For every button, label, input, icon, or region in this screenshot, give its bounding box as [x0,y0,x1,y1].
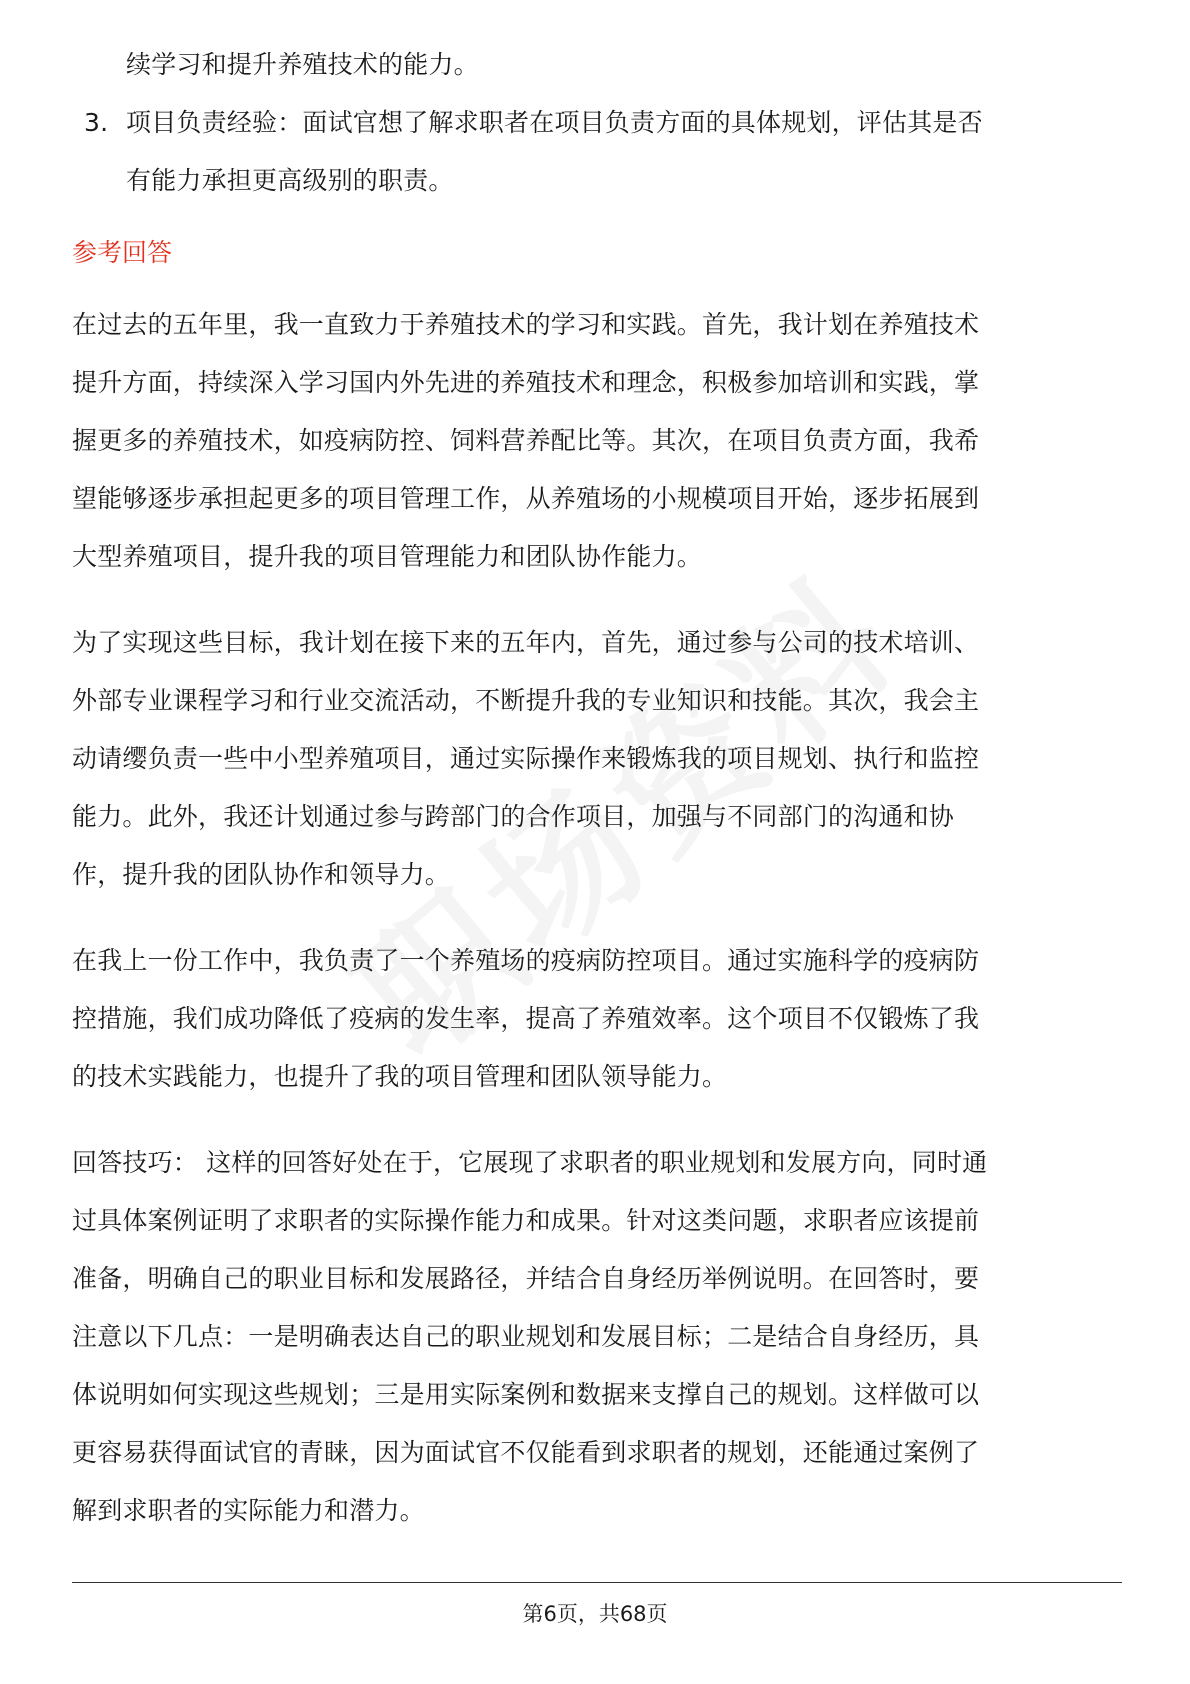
paragraph-line: 为了实现这些目标，我计划在接下来的五年内，首先，通过参与公司的技术培训、 [72,628,980,657]
paragraph-3 [72,932,1122,1106]
paragraph-line: 体说明如何实现这些规划；三是用实际案例和数据来支撑自己的规划。这样做可以 [72,1380,980,1409]
paragraph-line: 准备，明确自己的职业目标和发展路径，并结合自身经历举例说明。在回答时，要 [72,1264,980,1293]
paragraph-line: 在我上一份工作中，我负责了一个养殖场的疫病防控项目。通过实施科学的疫病防 [72,946,980,975]
footer-divider [72,1582,1122,1583]
paragraph-line: 过具体案例证明了求职者的实际操作能力和成果。针对这类问题，求职者应该提前 [72,1206,980,1235]
page-number-footer: 第6页，共68页 [522,1602,668,1626]
section-heading: 参考回答 [72,238,173,267]
paragraph-line: 作，提升我的团队协作和领导力。 [72,860,451,889]
paragraph-line: 能力。此外，我还计划通过参与跨部门的合作项目，加强与不同部门的沟通和协 [72,802,955,831]
list-item-line: 项目负责经验：面试官想了解求职者在项目负责方面的具体规划，评估其是否 [126,108,983,137]
paragraph-1 [72,296,1122,586]
page-content [72,36,1122,1568]
paragraph-line: 外部专业课程学习和行业交流活动，不断提升我的专业知识和技能。其次，我会主 [72,686,980,715]
answer-paragraphs [72,296,1122,1540]
intro-continuation-line: 续学习和提升养殖技术的能力。 [126,50,479,79]
paragraph-line: 解到求职者的实际能力和潜力。 [72,1496,425,1525]
paragraph-line: 握更多的养殖技术，如疫病防控、饲料营养配比等。其次，在项目负责方面，我希 [72,426,980,455]
paragraph-4 [72,1134,1122,1540]
paragraph-line: 大型养殖项目，提升我的项目管理能力和团队协作能力。 [72,542,703,571]
paragraph-line: 控措施，我们成功降低了疫病的发生率，提高了养殖效率。这个项目不仅锻炼了我 [72,1004,980,1033]
paragraph-line: 在过去的五年里，我一直致力于养殖技术的学习和实践。首先，我计划在养殖技术 [72,310,980,339]
paragraph-line: 注意以下几点：一是明确表达自己的职业规划和发展目标；二是结合自身经历，具 [72,1322,980,1351]
paragraph-line: 的技术实践能力，也提升了我的项目管理和团队领导能力。 [72,1062,728,1091]
paragraph-line: 动请缨负责一些中小型养殖项目，通过实际操作来锻炼我的项目规划、执行和监控 [72,744,980,773]
paragraph-line: 回答技巧： 这样的回答好处在于，它展现了求职者的职业规划和发展方向，同时通 [72,1148,988,1177]
paragraph-line: 更容易获得面试官的青睐，因为面试官不仅能看到求职者的规划，还能通过案例了 [72,1438,980,1467]
list-item-3 [72,94,1122,152]
paragraph-line: 提升方面，持续深入学习国内外先进的养殖技术和理念，积极参加培训和实践，掌 [72,368,980,397]
list-item-3-line-2: 有能力承担更高级别的职责。 [126,166,454,195]
paragraph-line: 望能够逐步承担起更多的项目管理工作，从养殖场的小规模项目开始，逐步拓展到 [72,484,980,513]
paragraph-2 [72,614,1122,904]
list-item-number: 3. [84,108,109,137]
